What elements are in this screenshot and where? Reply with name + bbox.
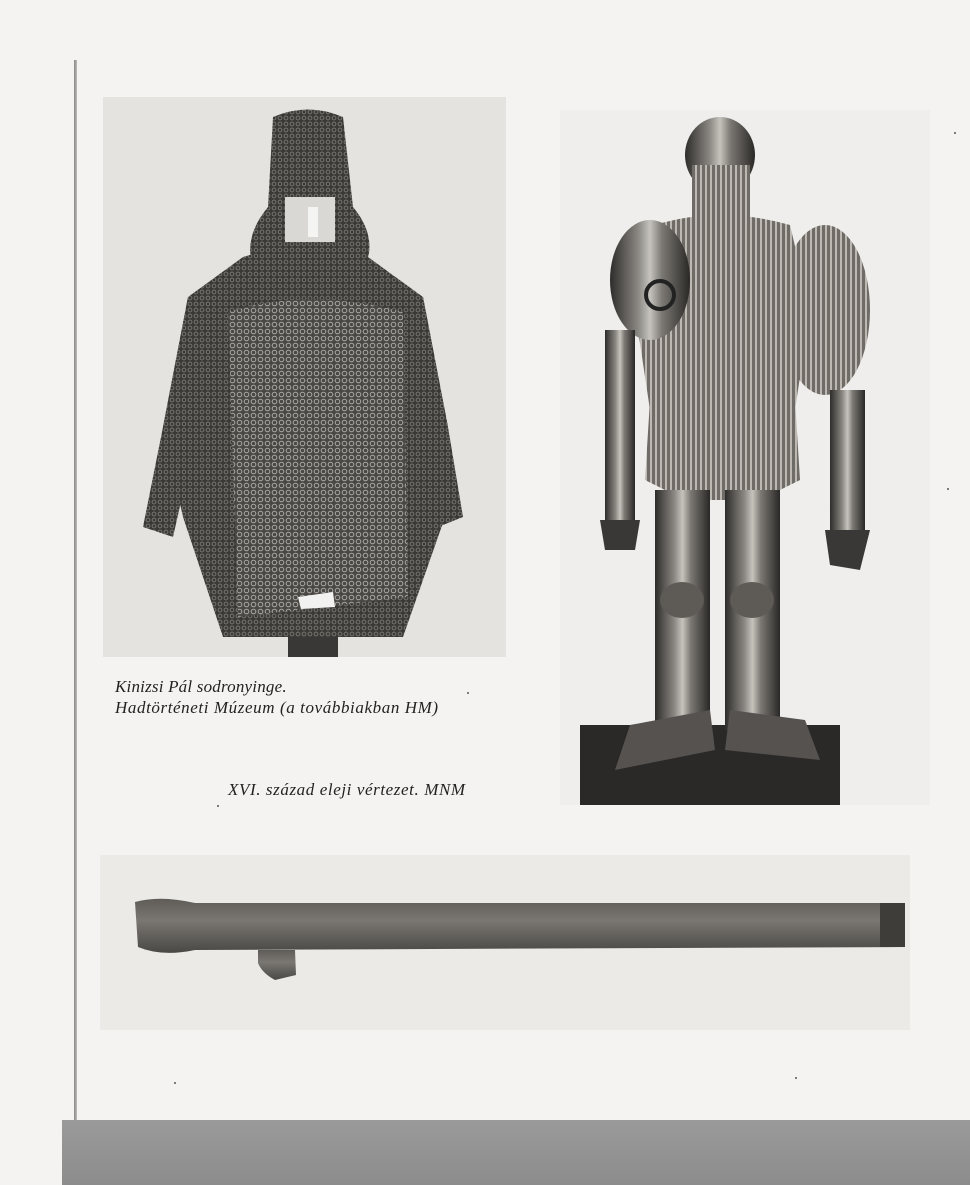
figure-caption: XVI. század eleji vértezet. MNM — [228, 780, 466, 799]
scan-speck — [217, 805, 219, 807]
figure-caption-line: Kinizsi Pál sodronyinge. — [115, 677, 287, 696]
scan-speck — [467, 692, 469, 694]
gun-barrel-photo — [100, 855, 910, 1030]
scan-speck — [174, 1082, 176, 1084]
scan-speck — [954, 132, 956, 134]
page-edge — [0, 1120, 62, 1185]
plate-armor-photo — [560, 110, 930, 805]
figure-caption-line: Hadtörténeti Múzeum (a továbbiakban HM) — [115, 698, 439, 717]
scan-speck — [947, 488, 949, 490]
scan-shadow-band — [62, 1120, 970, 1185]
scan-speck — [795, 1077, 797, 1079]
chain-mail-photo — [103, 97, 506, 657]
page-gutter — [74, 60, 77, 1120]
